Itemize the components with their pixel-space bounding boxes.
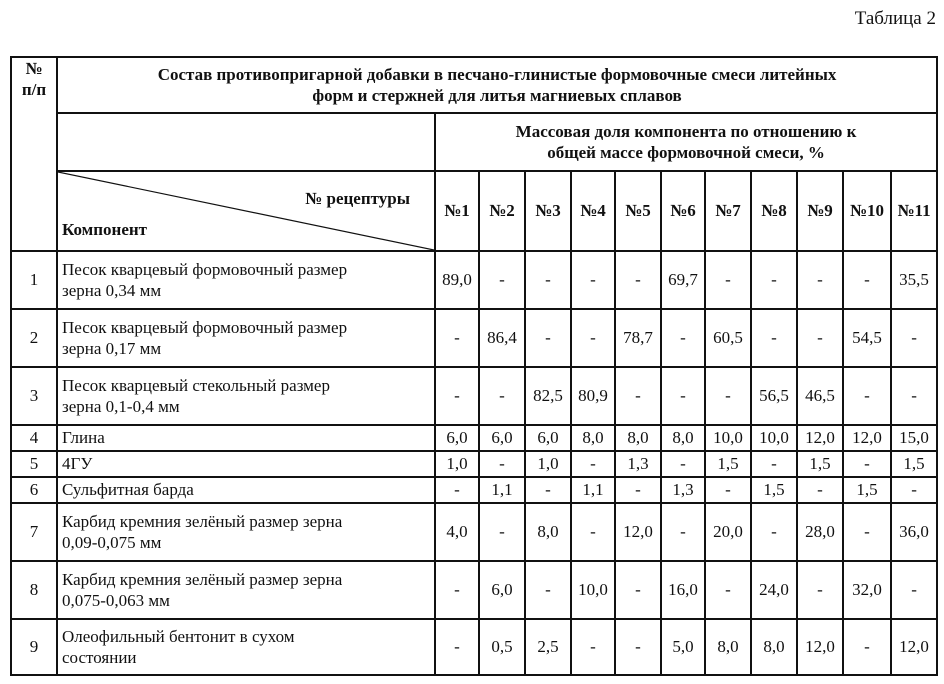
row-number-header-line2: п/п xyxy=(21,80,47,100)
row-number: 8 xyxy=(11,561,57,619)
value-cell-recipe-4: - xyxy=(571,619,615,675)
value-cell-recipe-7: - xyxy=(705,251,751,309)
component-name xyxy=(57,367,435,425)
value-cell-recipe-7: 60,5 xyxy=(705,309,751,367)
component-name-line2: зерна 0,1-0,4 мм xyxy=(62,397,180,416)
component-name-line1: Карбид кремния зелёный размер зерна xyxy=(62,511,343,531)
value-cell-recipe-8: 10,0 xyxy=(751,425,797,451)
value-cell-recipe-9: 12,0 xyxy=(797,425,843,451)
value-cell-recipe-9: 28,0 xyxy=(797,503,843,561)
table-caption: Таблица 2 xyxy=(854,8,936,29)
value-cell-recipe-10: - xyxy=(843,451,891,477)
value-cell-recipe-6: 8,0 xyxy=(661,425,705,451)
row-number: 5 xyxy=(11,451,57,477)
value-cell-recipe-2: 1,1 xyxy=(479,477,525,503)
value-cell-recipe-3: 8,0 xyxy=(525,503,571,561)
value-cell-recipe-4: - xyxy=(571,309,615,367)
value-cell-recipe-6: - xyxy=(661,309,705,367)
value-cell-recipe-4: - xyxy=(571,503,615,561)
value-cell-recipe-8: - xyxy=(751,503,797,561)
value-cell-recipe-4: - xyxy=(571,251,615,309)
value-cell-recipe-2: 6,0 xyxy=(479,561,525,619)
value-cell-recipe-9: - xyxy=(797,251,843,309)
value-cell-recipe-6: 16,0 xyxy=(661,561,705,619)
value-cell-recipe-8: 1,5 xyxy=(751,477,797,503)
value-cell-recipe-4: 1,1 xyxy=(571,477,615,503)
value-cell-recipe-11: 1,5 xyxy=(891,451,937,477)
empty-header-cell xyxy=(57,113,435,171)
table-row xyxy=(11,451,937,477)
value-cell-recipe-8: - xyxy=(751,251,797,309)
mass-fraction-header xyxy=(435,113,937,171)
value-cell-recipe-10: - xyxy=(843,619,891,675)
table-row xyxy=(11,503,937,561)
table-row xyxy=(11,425,937,451)
value-cell-recipe-1: 89,0 xyxy=(435,251,479,309)
value-cell-recipe-4: - xyxy=(571,451,615,477)
value-cell-recipe-3: 6,0 xyxy=(525,425,571,451)
value-cell-recipe-1: 4,0 xyxy=(435,503,479,561)
value-cell-recipe-1: 6,0 xyxy=(435,425,479,451)
row-number: 1 xyxy=(11,251,57,309)
component-name xyxy=(57,561,435,619)
recipe-header-3: №3 xyxy=(525,171,571,251)
row-number: 6 xyxy=(11,477,57,503)
value-cell-recipe-1: - xyxy=(435,561,479,619)
component-name-line2: 0,09-0,075 мм xyxy=(62,533,162,552)
component-name-line1: Песок кварцевый формовочный размер xyxy=(62,259,348,279)
row-number: 3 xyxy=(11,367,57,425)
value-cell-recipe-6: - xyxy=(661,367,705,425)
value-cell-recipe-10: 54,5 xyxy=(843,309,891,367)
value-cell-recipe-7: 8,0 xyxy=(705,619,751,675)
component-name-line1: Песок кварцевый формовочный размер xyxy=(62,317,348,337)
value-cell-recipe-11: 12,0 xyxy=(891,619,937,675)
recipe-header-5: №5 xyxy=(615,171,661,251)
table-row xyxy=(11,309,937,367)
value-cell-recipe-3: - xyxy=(525,309,571,367)
value-cell-recipe-5: - xyxy=(615,477,661,503)
value-cell-recipe-2: - xyxy=(479,367,525,425)
value-cell-recipe-6: 69,7 xyxy=(661,251,705,309)
value-cell-recipe-8: 8,0 xyxy=(751,619,797,675)
value-cell-recipe-7: - xyxy=(705,477,751,503)
value-cell-recipe-10: 1,5 xyxy=(843,477,891,503)
component-name-line2: зерна 0,17 мм xyxy=(62,339,162,358)
table-row xyxy=(11,561,937,619)
row-number-header-line1: № xyxy=(25,59,43,78)
value-cell-recipe-8: - xyxy=(751,309,797,367)
component-name-line2: состоянии xyxy=(62,648,137,667)
value-cell-recipe-10: - xyxy=(843,251,891,309)
value-cell-recipe-9: - xyxy=(797,561,843,619)
component-name xyxy=(57,503,435,561)
value-cell-recipe-10: 32,0 xyxy=(843,561,891,619)
component-name-line1: Олеофильный бентонит в сухом xyxy=(62,626,295,646)
header-row-title xyxy=(11,57,937,113)
component-name-line1: Глина xyxy=(62,428,105,448)
value-cell-recipe-9: 46,5 xyxy=(797,367,843,425)
value-cell-recipe-11: - xyxy=(891,309,937,367)
recipe-header-6: №6 xyxy=(661,171,705,251)
value-cell-recipe-4: 10,0 xyxy=(571,561,615,619)
component-name xyxy=(57,477,435,503)
component-name-line1: Сульфитная барда xyxy=(62,480,194,500)
component-name xyxy=(57,619,435,675)
component-name xyxy=(57,451,435,477)
recipe-label: № рецептуры xyxy=(305,189,410,208)
value-cell-recipe-11: 36,0 xyxy=(891,503,937,561)
value-cell-recipe-5: 78,7 xyxy=(615,309,661,367)
mass-fraction-line1: Массовая доля компонента по отношению к xyxy=(515,121,857,141)
value-cell-recipe-6: - xyxy=(661,503,705,561)
value-cell-recipe-9: 12,0 xyxy=(797,619,843,675)
component-name xyxy=(57,251,435,309)
header-row-recipes xyxy=(11,171,937,251)
recipe-header-10: №10 xyxy=(843,171,891,251)
value-cell-recipe-6: 5,0 xyxy=(661,619,705,675)
value-cell-recipe-5: - xyxy=(615,619,661,675)
value-cell-recipe-5: 8,0 xyxy=(615,425,661,451)
recipe-header-9: №9 xyxy=(797,171,843,251)
value-cell-recipe-11: - xyxy=(891,561,937,619)
value-cell-recipe-7: - xyxy=(705,367,751,425)
value-cell-recipe-11: 35,5 xyxy=(891,251,937,309)
component-name-line2: зерна 0,34 мм xyxy=(62,281,162,300)
value-cell-recipe-9: - xyxy=(797,477,843,503)
value-cell-recipe-10: 12,0 xyxy=(843,425,891,451)
value-cell-recipe-3: 1,0 xyxy=(525,451,571,477)
recipe-header-8: №8 xyxy=(751,171,797,251)
value-cell-recipe-10: - xyxy=(843,367,891,425)
value-cell-recipe-2: - xyxy=(479,251,525,309)
value-cell-recipe-1: - xyxy=(435,367,479,425)
value-cell-recipe-2: - xyxy=(479,451,525,477)
row-number: 4 xyxy=(11,425,57,451)
component-label: Компонент xyxy=(62,219,148,239)
value-cell-recipe-11: - xyxy=(891,367,937,425)
recipe-header-4: №4 xyxy=(571,171,615,251)
value-cell-recipe-8: 56,5 xyxy=(751,367,797,425)
table-title-line1: Состав противопригарной добавки в песчано-глинистые формовочные смеси литейных xyxy=(157,64,837,84)
table-row xyxy=(11,367,937,425)
value-cell-recipe-3: - xyxy=(525,561,571,619)
diagonal-header-cell xyxy=(57,171,435,251)
component-name-line1: Карбид кремния зелёный размер зерна xyxy=(62,569,343,589)
table-row xyxy=(11,477,937,503)
value-cell-recipe-8: - xyxy=(751,451,797,477)
value-cell-recipe-1: - xyxy=(435,309,479,367)
mass-fraction-line2: общей массе формовочной смеси, % xyxy=(547,143,825,162)
value-cell-recipe-5: - xyxy=(615,561,661,619)
component-name-line1: 4ГУ xyxy=(62,454,93,474)
value-cell-recipe-4: 80,9 xyxy=(571,367,615,425)
value-cell-recipe-5: 1,3 xyxy=(615,451,661,477)
value-cell-recipe-5: - xyxy=(615,367,661,425)
value-cell-recipe-3: 82,5 xyxy=(525,367,571,425)
recipe-header-11: №11 xyxy=(891,171,937,251)
row-number: 7 xyxy=(11,503,57,561)
table-title-line2: форм и стержней для литья магниевых сплавов xyxy=(312,86,682,105)
value-cell-recipe-9: 1,5 xyxy=(797,451,843,477)
table-row xyxy=(11,619,937,675)
value-cell-recipe-10: - xyxy=(843,503,891,561)
component-name xyxy=(57,309,435,367)
value-cell-recipe-6: 1,3 xyxy=(661,477,705,503)
recipe-header-1: №1 xyxy=(435,171,479,251)
component-name-line2: 0,075-0,063 мм xyxy=(62,591,170,610)
value-cell-recipe-3: - xyxy=(525,477,571,503)
value-cell-recipe-1: - xyxy=(435,477,479,503)
value-cell-recipe-6: - xyxy=(661,451,705,477)
value-cell-recipe-5: 12,0 xyxy=(615,503,661,561)
value-cell-recipe-1: 1,0 xyxy=(435,451,479,477)
recipe-header-2: №2 xyxy=(479,171,525,251)
value-cell-recipe-7: 20,0 xyxy=(705,503,751,561)
value-cell-recipe-7: - xyxy=(705,561,751,619)
table-row xyxy=(11,251,937,309)
value-cell-recipe-2: 86,4 xyxy=(479,309,525,367)
table-title xyxy=(57,57,937,113)
value-cell-recipe-11: 15,0 xyxy=(891,425,937,451)
value-cell-recipe-8: 24,0 xyxy=(751,561,797,619)
value-cell-recipe-7: 10,0 xyxy=(705,425,751,451)
value-cell-recipe-4: 8,0 xyxy=(571,425,615,451)
value-cell-recipe-3: - xyxy=(525,251,571,309)
value-cell-recipe-1: - xyxy=(435,619,479,675)
row-number: 2 xyxy=(11,309,57,367)
value-cell-recipe-2: 6,0 xyxy=(479,425,525,451)
value-cell-recipe-2: - xyxy=(479,503,525,561)
recipe-header-7: №7 xyxy=(705,171,751,251)
value-cell-recipe-3: 2,5 xyxy=(525,619,571,675)
header-row-mass xyxy=(11,113,937,171)
row-number: 9 xyxy=(11,619,57,675)
value-cell-recipe-11: - xyxy=(891,477,937,503)
component-name xyxy=(57,425,435,451)
component-name-line1: Песок кварцевый стекольный размер xyxy=(62,375,330,395)
value-cell-recipe-5: - xyxy=(615,251,661,309)
value-cell-recipe-7: 1,5 xyxy=(705,451,751,477)
value-cell-recipe-9: - xyxy=(797,309,843,367)
row-number-header xyxy=(11,57,57,251)
composition-table xyxy=(10,56,938,676)
value-cell-recipe-2: 0,5 xyxy=(479,619,525,675)
